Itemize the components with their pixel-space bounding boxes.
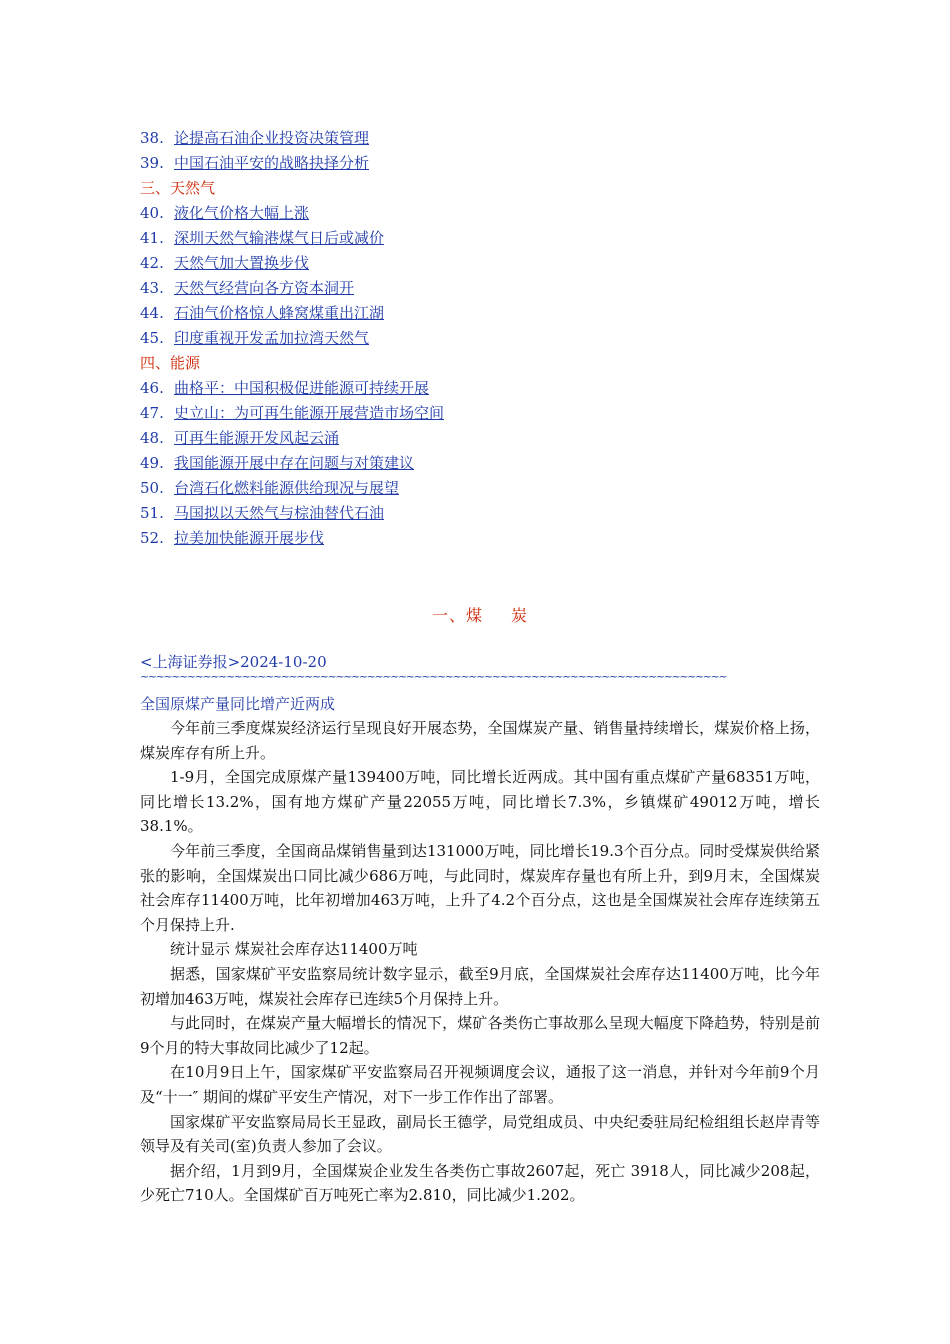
toc-section-label: 四、能源 [140, 354, 201, 372]
document-page [140, 126, 820, 1208]
toc-item [140, 326, 820, 351]
toc-item [140, 501, 820, 526]
toc-item [140, 201, 820, 226]
article-headline: 全国原煤产量同比增产近两成 [140, 695, 336, 713]
toc-item [140, 226, 820, 251]
toc-item [140, 526, 820, 551]
toc-item [140, 451, 820, 476]
chapter-title-part: 一、煤 [431, 606, 483, 625]
toc-item-link[interactable]: 天然气加大置换步伐 [174, 254, 310, 272]
toc-item-link[interactable]: 我国能源开展中存在问题与对策建议 [174, 454, 415, 472]
toc-item-link[interactable]: 可再生能源开发风起云涌 [174, 429, 340, 447]
toc-item-link[interactable]: 台湾石化燃料能源供给现况与展望 [174, 479, 400, 497]
toc-section-heading [140, 176, 820, 201]
toc-item-number: 49. [140, 454, 164, 472]
toc-item-number: 48. [140, 429, 164, 447]
toc-item-number: 41. [140, 229, 164, 247]
article-paragraph: 今年前三季度煤炭经济运行呈现良好开展态势，全国煤炭产量、销售量持续增长，煤炭价格上扬，煤炭库存有所上升。 [140, 719, 820, 762]
article-paragraph: 国家煤矿平安监察局局长王显政，副局长王德学，局党组成员、中央纪委驻局纪检组组长赵岸青等领导及有关司(室)负责人参加了会议。 [140, 1112, 820, 1156]
article-paragraph: 在10月9日上午，国家煤矿平安监察局召开视频调度会议，通报了这一消息，并针对今年前9个月及“十一″ 期间的煤矿平安生产情况，对下一步工作作出了部署。 [140, 1063, 820, 1106]
article-paragraph: 据介绍，1月到9月，全国煤炭企业发生各类伤亡事故2607起，死亡 3918人，同比减少208起，少死亡710人。全国煤矿百万吨死亡率为2.810，同比减少1.202。 [140, 1161, 820, 1205]
toc-item-link[interactable]: 天然气经营向各方资本洞开 [174, 279, 355, 297]
article-body [140, 716, 820, 1208]
toc-item-number: 40. [140, 204, 164, 222]
toc-item-number: 39. [140, 154, 164, 172]
toc-item [140, 301, 820, 326]
toc-section-label: 三、天然气 [140, 179, 216, 197]
toc-item-link[interactable]: 液化气价格大幅上涨 [174, 204, 310, 222]
toc-item-number: 42. [140, 254, 164, 272]
source-divider: ~~~~~~~~~~~~~~~~~~~~~~~~~~~~~~~~~~~~~~~~~~~~~~~~~~~~~~~~~~~~~~~~~~~~~~~~~~~ [140, 670, 727, 683]
toc-item [140, 251, 820, 276]
article-paragraph: 与此同时，在煤炭产量大幅增长的情况下，煤矿各类伤亡事故那么呈现大幅度下降趋势，特别是前9个月的特大事故同比减少了12起。 [140, 1014, 820, 1057]
toc-item-number: 44. [140, 304, 164, 322]
toc-item [140, 126, 820, 151]
toc-item-link[interactable]: 论提高石油企业投资决策管理 [174, 129, 370, 147]
article-source: <上海证券报>2024-10-20 [140, 653, 327, 671]
toc-item-link[interactable]: 印度重视开发孟加拉湾天然气 [174, 329, 370, 347]
article-paragraph: 据悉，国家煤矿平安监察局统计数字显示，截至9月底，全国煤炭社会库存达11400万吨，比今年初增加463万吨，煤炭社会库存已连续5个月保持上升。 [140, 964, 820, 1008]
toc-item [140, 476, 820, 501]
toc-section-heading [140, 351, 820, 376]
article-paragraph: 今年前三季度，全国商品煤销售量到达131000万吨，同比增长19.3个百分点。同时受煤炭供给紧张的影响，全国煤炭出口同比减少686万吨，与此同时，煤炭库存量也有所上升，到9月末，全国煤炭社会库存11400万吨，比年初增加463万吨，上升了4.2个百分点，这也是全国煤炭社会库存连续第五个月保持上升. [140, 841, 820, 934]
article-paragraph: 1-9月，全国完成原煤产量139400万吨，同比增长近两成。其中国有重点煤矿产量68351万吨，同比增长13.2%，国有地方煤矿产量22055万吨，同比增长7.3%，乡镇煤矿49012万吨，增长38.1%。 [140, 768, 820, 836]
toc-item-link[interactable]: 中国石油平安的战略抉择分析 [174, 154, 370, 172]
toc-item-link[interactable]: 拉美加快能源开展步伐 [174, 529, 325, 547]
toc-item [140, 401, 820, 426]
toc-item-number: 38. [140, 129, 164, 147]
toc-item-link[interactable]: 曲格平：中国积极促进能源可持续开展 [174, 379, 430, 397]
toc-item [140, 276, 820, 301]
toc-item-link[interactable]: 深圳天然气输港煤气日后或减价 [174, 229, 385, 247]
toc-item-link[interactable]: 史立山：为可再生能源开展营造市场空间 [174, 404, 445, 422]
toc-item-number: 43. [140, 279, 164, 297]
toc-item [140, 151, 820, 176]
toc-item-number: 52. [140, 529, 164, 547]
toc-item [140, 426, 820, 451]
toc-item [140, 376, 820, 401]
chapter-title-part: 炭 [511, 606, 529, 625]
toc-item-link[interactable]: 马国拟以天然气与棕油替代石油 [174, 504, 385, 522]
toc-item-number: 50. [140, 479, 164, 497]
toc-item-number: 51. [140, 504, 164, 522]
toc-item-number: 45. [140, 329, 164, 347]
chapter-title [140, 603, 820, 626]
article-paragraph: 统计显示 煤炭社会库存达11400万吨 [170, 940, 418, 959]
table-of-contents [140, 126, 820, 551]
toc-item-number: 46. [140, 379, 164, 397]
toc-item-number: 47. [140, 404, 164, 422]
toc-item-link[interactable]: 石油气价格惊人蜂窝煤重出江湖 [174, 304, 385, 322]
